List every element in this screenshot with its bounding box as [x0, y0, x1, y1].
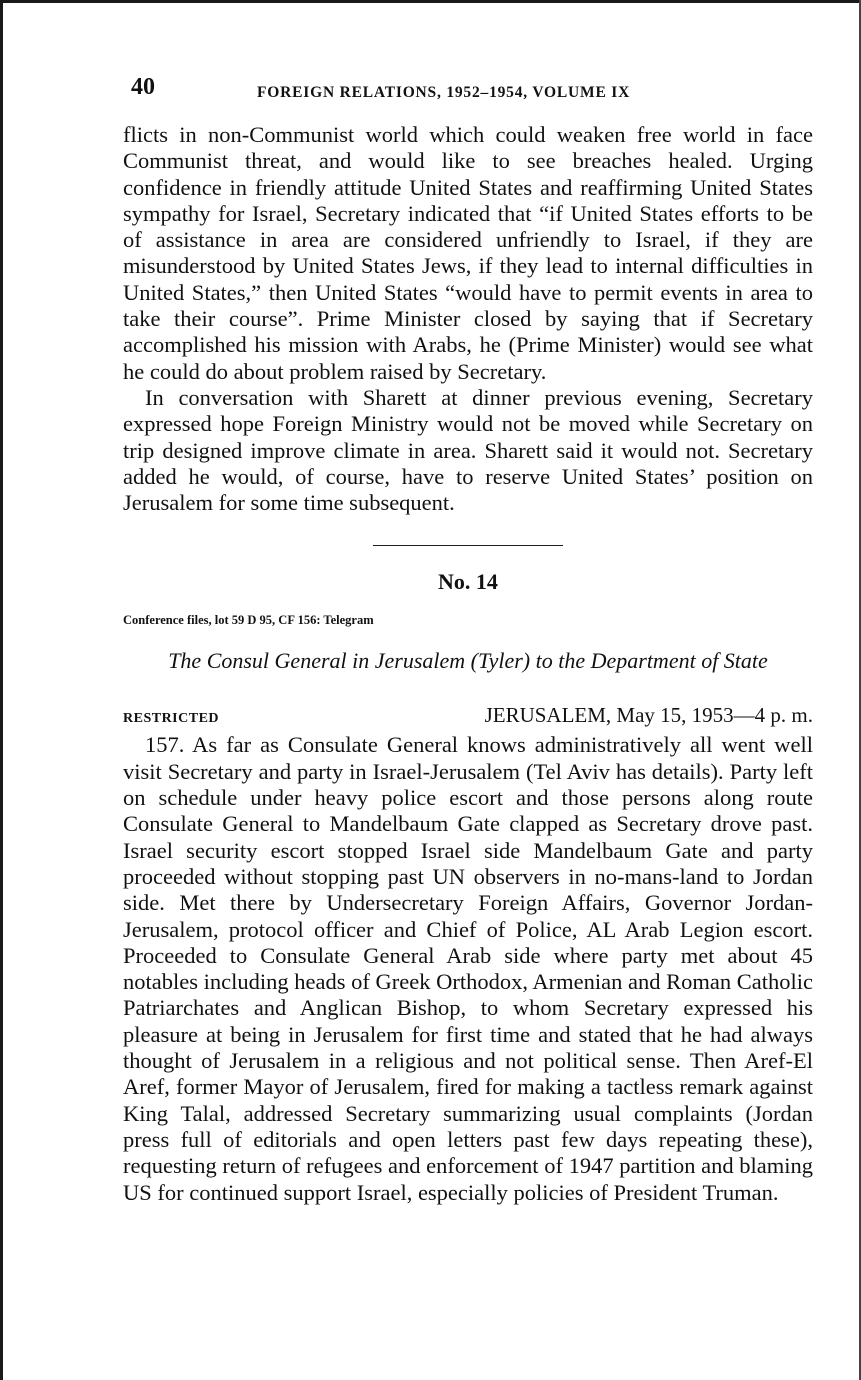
telegram-body: 157. As far as Consulate General knows administratively all went well visit Secretary and party in Israel-Jerusalem (Tel Aviv has details). Party left on schedule under heavy police escort and those persons along route Consulate General to Mandelbaum Gate clapped as Secretary drove past. Israel security escort stopped Israel side Mandelbaum Gate and party proceeded without stopping past UN observers in no-mans-land to Jordan side. Met there by Undersecretary Foreign Affairs, Governor Jordan-Jerusalem, protocol officer and Chief of Police, AL Arab Legion escort. Proceeded to Consulate General Arab side where party met about 45 notables including heads of Greek Orthodox, Armenian and Roman Catholic Patriarchates and Anglican Bishop, to whom Secretary expressed his pleasure at being in Jerusalem for first time and stated that he had always thought of Jerusalem in a religious and not political sense. Then Aref-El Aref, former Mayor of Jerusalem, fired for making a tactless remark against King Talal, addressed Secretary summarizing usual complaints (Jordan press full of editorials and open letters past few days repeating these), requesting return of refugees and enforcement of 1947 partition and blaming US for continued support Israel, especially policies of President Truman.	[123, 732, 813, 1205]
page	[123, 70, 813, 1206]
source-note: Conference files, lot 59 D 95, CF 156: Telegram	[123, 613, 374, 628]
scan-border-left	[0, 0, 3, 1380]
dateline-row	[123, 703, 813, 728]
dateline: JERUSALEM, May 15, 1953—4 p. m.	[484, 703, 813, 728]
scan-border-top	[0, 0, 861, 3]
section-divider	[373, 545, 563, 546]
page-header	[123, 70, 813, 106]
document-title: The Consul General in Jerusalem (Tyler) to the Department of State	[168, 648, 768, 674]
page-number: 40	[131, 74, 155, 100]
classification-label: RESTRICTED	[123, 711, 220, 727]
continued-paragraph: flicts in non-Communist world which could weaken free world in face Communist threat, and would like to see breaches healed. Urging confidence in friendly attitude United States and reaffirming United States sympathy for Israel, Secretary indicated that “if United States efforts to be of assistance in area are considered unfriendly to Israel, if they are misunderstood by United States Jews, if they lead to internal difficulties in United States,” then United States “would have to permit events in area to take their course”. Prime Minister closed by saying that if Secretary accomplished his mission with Arabs, he (Prime Minister) would see what he could do about problem raised by Secretary.	[123, 122, 813, 384]
paragraph-sharett-dinner: In conversation with Sharett at dinner previous evening, Secretary expressed hope Foreign Ministry would not be moved while Secretary on trip designed improve climate in area. Sharett said it would not. Secretary added he would, of course, have to reserve United States’ position on Jerusalem for some time subsequent.	[123, 384, 813, 516]
running-head: FOREIGN RELATIONS, 1952–1954, VOLUME IX	[257, 84, 631, 101]
document-number: No. 14	[438, 569, 498, 595]
